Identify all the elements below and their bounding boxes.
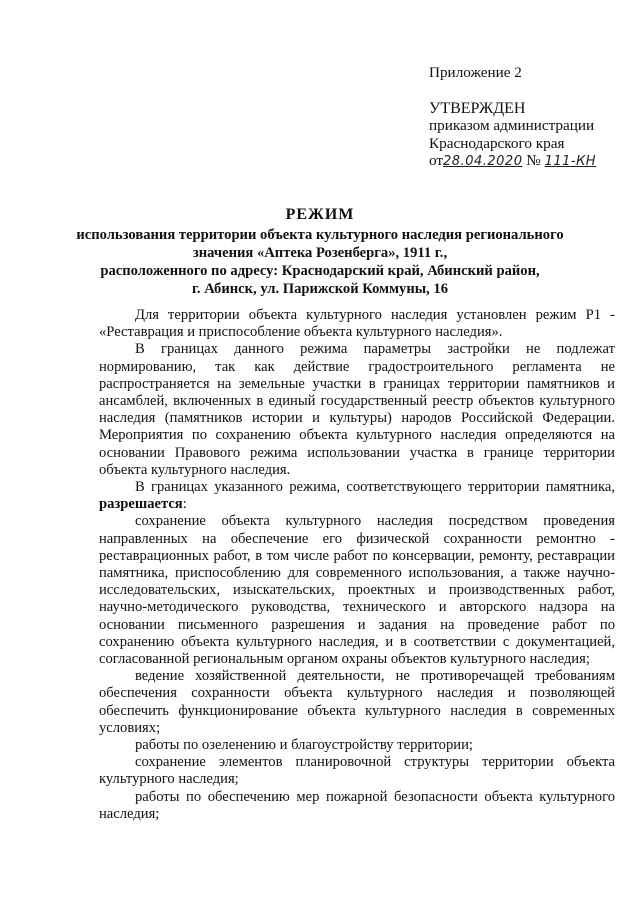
title-line-4: г. Абинск, ул. Парижской Коммуны, 16 — [191, 281, 449, 297]
order-line-1: приказом администрации — [429, 117, 595, 134]
approved-label: УТВЕРЖДЕН — [429, 99, 526, 117]
title-line-1: использования территории объекта культурного наследия регионального — [76, 227, 564, 243]
order-line-2: Краснодарского края — [429, 134, 565, 152]
allowed-colon: : — [182, 496, 187, 513]
number-sign: № — [526, 152, 541, 169]
list-item-landscaping: работы по озеленению и благоустройству территории; — [135, 737, 473, 754]
list-item-economic-activity: ведение хозяйственной деятельности, не противоречащей требованиям обеспечения сохранности объекта культурного наследия и позволяющей обеспечить функционирование объекта культурного наследия в современных условиях; — [99, 668, 615, 736]
paragraph-regime: Для территории объекта культурного наследия установлен режим Р1 - «Реставрация и приспособление объекта культурного наследия». — [99, 307, 615, 341]
allowed-bold-word: разрешается — [99, 496, 183, 513]
handwritten-date: 28.04.2020 — [443, 154, 523, 169]
paragraph-allowed-intro — [99, 479, 615, 513]
list-item-preservation: сохранение объекта культурного наследия посредством проведения направленных на обеспечение его физической сохранности ремонтно - реставрационных работ, в том числе работ по консервации, ремонту, реставрации памятника, приспособлению для современного использования, а также научно-исследовательских, изыскательских, проектных и производственных работ, научно-методического руководства, технического и авторского надзора на основании письменного разрешения и задания на проведение работ по сохранению объекта культурного наследия, и в соответствии с документацией, согласованной региональным органом охраны объектов культурного наследия; — [99, 513, 615, 668]
list-item-fire-safety: работы по обеспечению мер пожарной безопасности объекта культурного наследия; — [99, 788, 615, 822]
date-prefix: от — [429, 152, 444, 169]
order-date-line — [429, 152, 629, 171]
list-item-planning-structure: сохранение элементов планировочной структуры территории объекта культурного наследия; — [99, 754, 615, 788]
title-line-3: расположенного по адресу: Краснодарский край, Абинский район, — [100, 263, 540, 279]
title-line-2: значения «Аптека Розенберга», 1911 г., — [192, 245, 448, 261]
document-title — [60, 206, 580, 298]
approval-block — [429, 64, 629, 171]
allowed-intro-text: В границах указанного режима, соответствующего территории памятника, — [135, 479, 615, 496]
handwritten-number: 111-КН — [544, 154, 597, 169]
paragraph-parameters: В границах данного режима параметры застройки не подлежат нормированию, так как действие градостроительного регламента не распространяется на земельные участки в границах территории памятников и ансамблей, включенных в единый государственный реестр объектов культурного наследия (памятников истории и культуры) народов Российской Федерации. Мероприятия по сохранению объекта культурного наследия определяются на основании Правового режима использовании участка в границе территории объекта культурного наследия. — [99, 341, 615, 478]
appendix-label: Приложение 2 — [429, 64, 522, 81]
document-body — [99, 307, 615, 823]
title-heading: РЕЖИМ — [285, 206, 355, 223]
